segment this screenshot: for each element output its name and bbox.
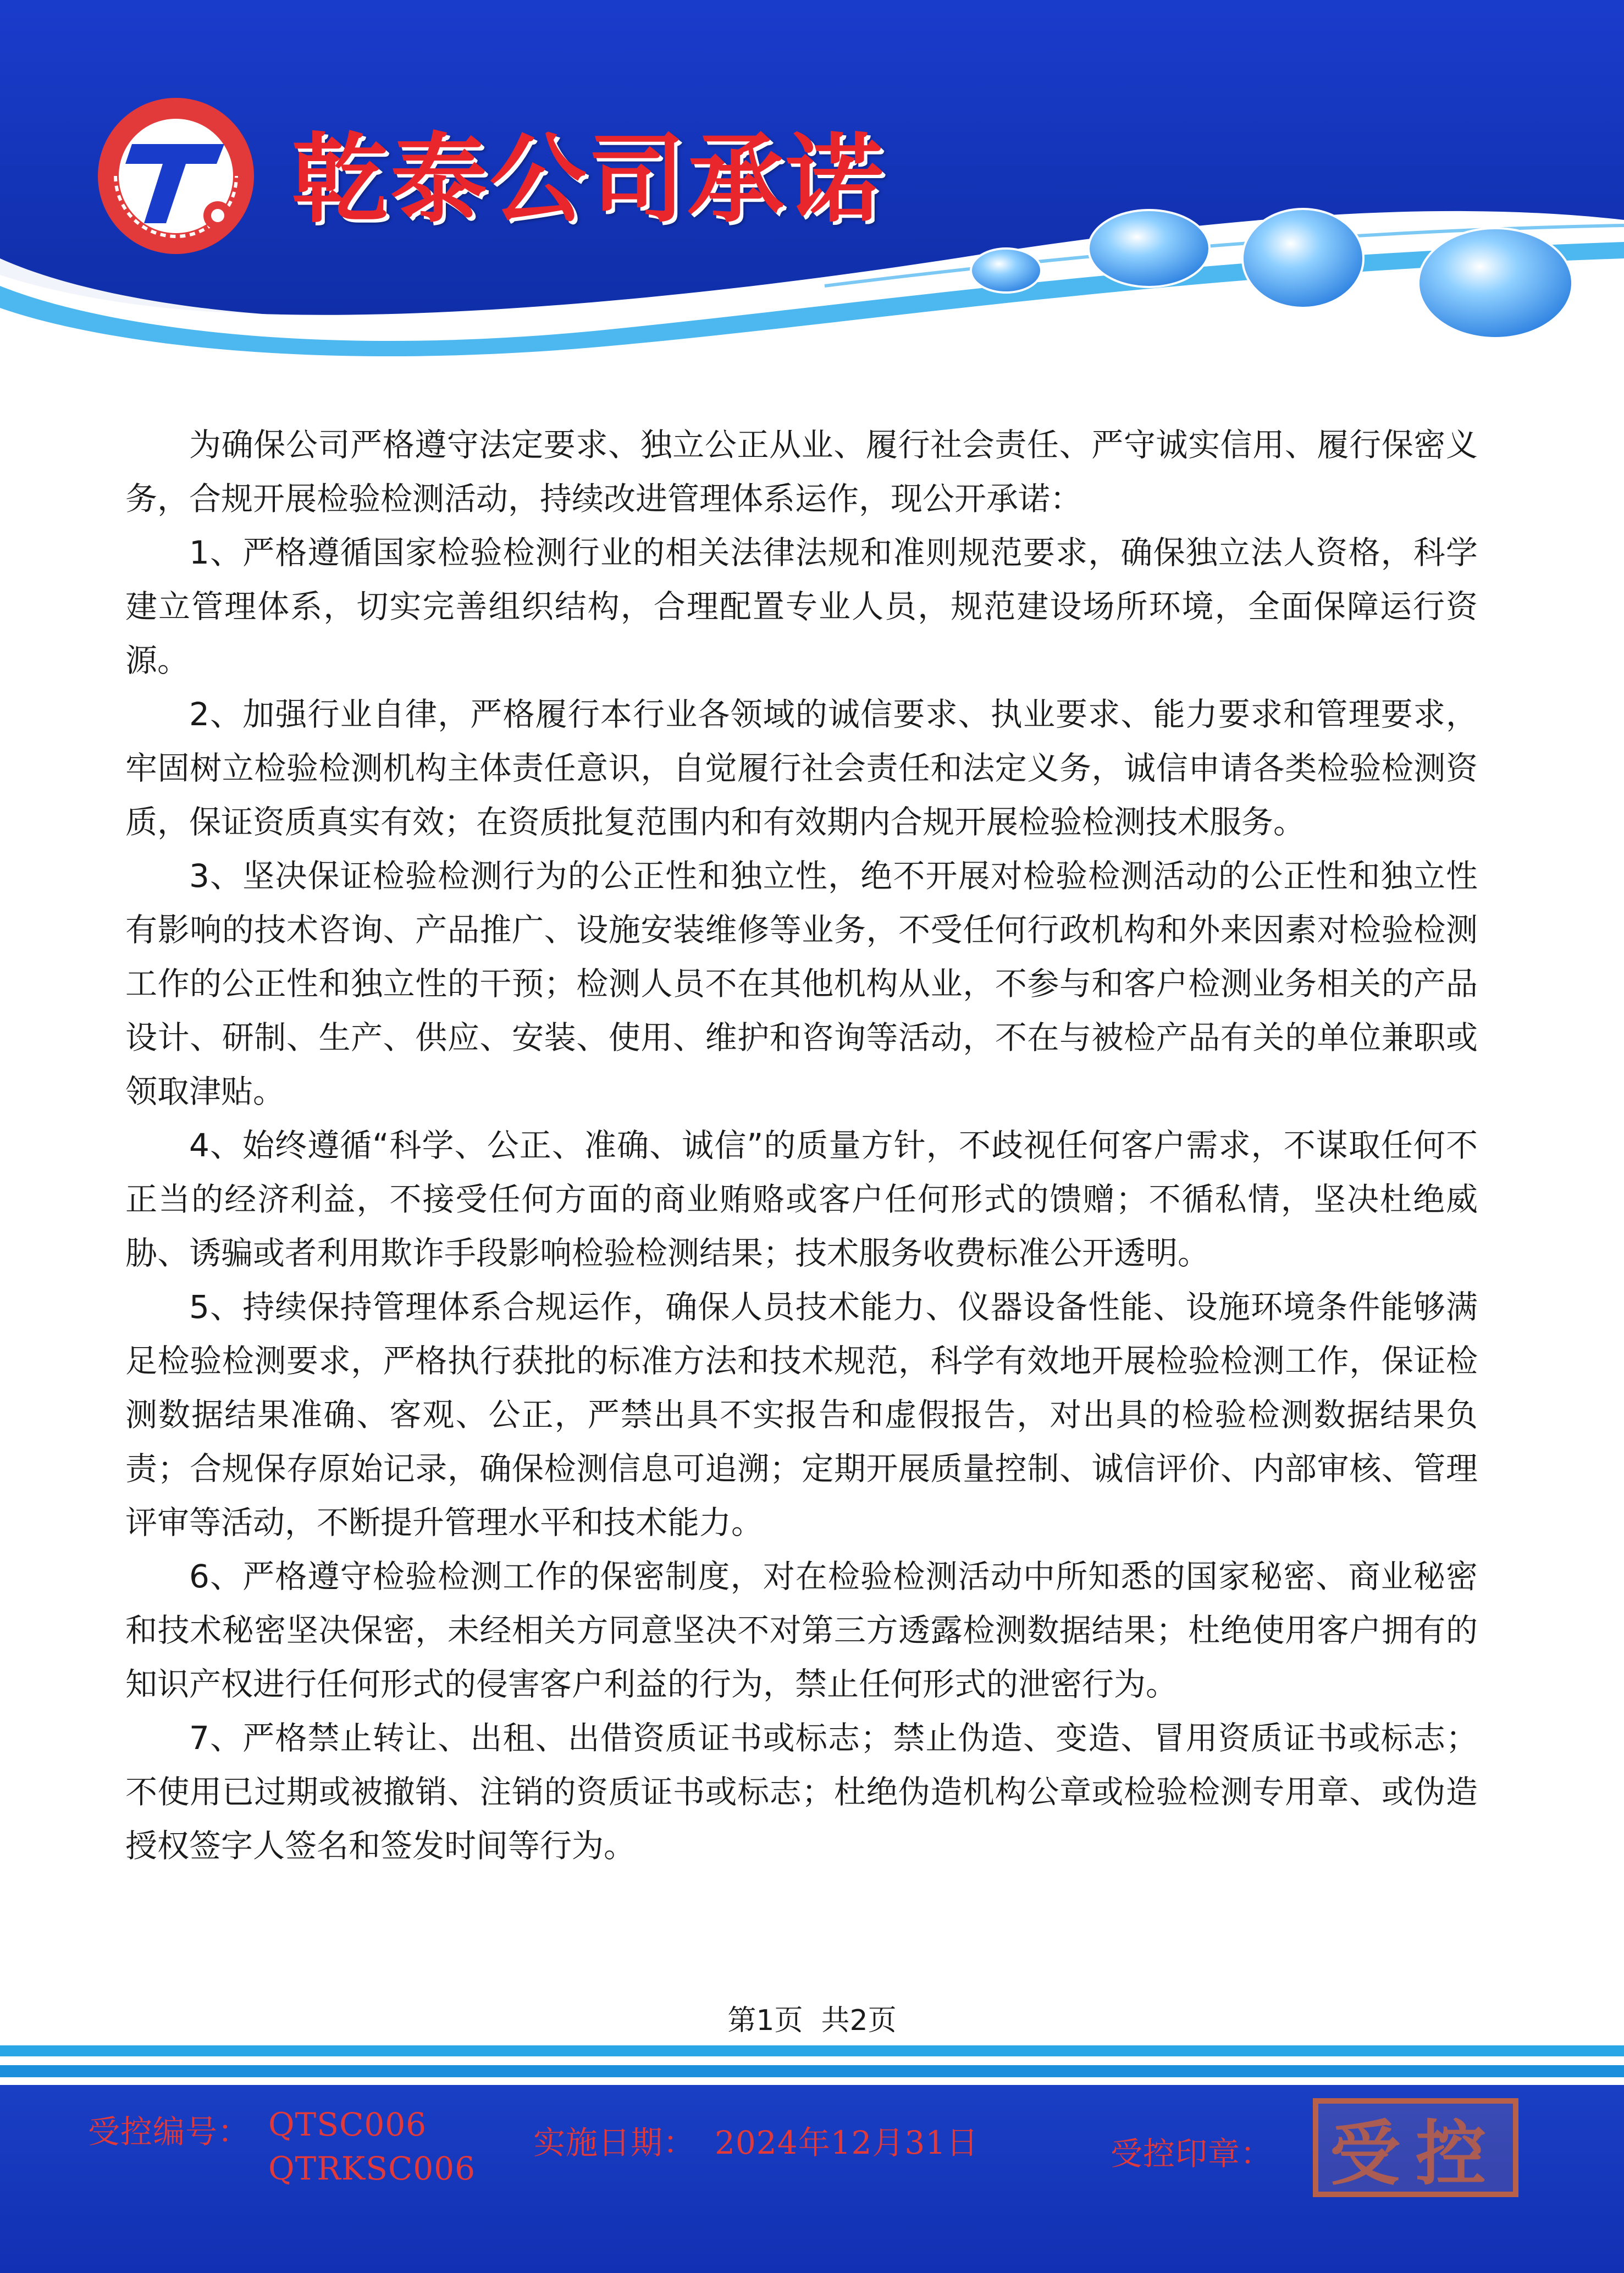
intro-paragraph: 为确保公司严格遵守法定要求、独立公正从业、履行社会责任、严守诚实信用、履行保密义务，合规开展检验检测活动，持续改进管理体系运作，现公开承诺： xyxy=(125,426,1478,517)
commitment-item-5: 5、持续保持管理体系合规运作，确保人员技术能力、仪器设备性能、设施环境条件能够满足检验检测要求，严格执行获批的标准方法和技术规范，科学有效地开展检验检测工作，保证检测数据结果准确、客观、公正，严禁出具不实报告和虚假报告，对出具的检验检测数据结果负责；合规保存原始记录，确保检测信息可追溯；定期开展质量控制、诚信评价、内部审核、管理评审等活动，不断提升管理水平和技术能力。 xyxy=(125,1288,1478,1541)
implementation-date: 2024年12月31日 xyxy=(715,2124,979,2161)
bubble-1 xyxy=(971,249,1041,293)
commitment-item-2: 2、加强行业自律，严格履行本行业各领域的诚信要求、执业要求、能力要求和管理要求，牢固树立检验检测机构主体责任意识，自觉履行社会责任和法定义务，诚信申请各类检验检测资质，保证资质真实有效；在资质批复范围内和有效期内合规开展检验检测技术服务。 xyxy=(125,696,1478,841)
bubble-4 xyxy=(1418,228,1572,338)
control-number-label: 受控编号： xyxy=(88,2113,251,2150)
footer-bar xyxy=(0,2045,1624,2273)
page-title: 乾泰公司承诺 xyxy=(291,122,886,236)
control-number-2: QTRKSC006 xyxy=(268,2150,476,2187)
footer-stripe xyxy=(0,2077,1624,2085)
control-seal-stamp xyxy=(1313,2098,1518,2197)
bubble-2 xyxy=(1089,210,1209,287)
qiantai-logo-icon xyxy=(93,93,258,258)
control-seal-text: 受控 xyxy=(1329,2112,1501,2195)
page-indicator: 第1页 共2页 xyxy=(727,2004,897,2037)
commitment-item-1: 1、严格遵循国家检验检测行业的相关法律法规和准则规范要求，确保独立法人资格，科学建立管理体系，切实完善组织结构，合理配置专业人员，规范建设场所环境，全面保障运行资源。 xyxy=(125,534,1478,679)
control-number-1: QTSC006 xyxy=(268,2106,427,2143)
commitment-body xyxy=(125,418,1478,1873)
control-seal-label: 受控印章： xyxy=(1111,2135,1273,2172)
commitment-item-6: 6、严格遵守检验检测工作的保密制度，对在检验检测活动中所知悉的国家秘密、商业秘密和技术秘密坚决保密，未经相关方同意坚决不对第三方透露检测数据结果；杜绝使用客户拥有的知识产权进行任何形式的侵害客户利益的行为，禁止任何形式的泄密行为。 xyxy=(125,1558,1478,1703)
commitment-item-4: 4、始终遵循“科学、公正、准确、诚信”的质量方针，不歧视任何客户需求，不谋取任何不正当的经济利益，不接受任何方面的商业贿赂或客户任何形式的馈赠；不循私情，坚决杜绝威胁、诱骗或者利用欺诈手段影响检验检测结果；技术服务收费标准公开透明。 xyxy=(125,1127,1478,1272)
implementation-date-label: 实施日期： xyxy=(533,2124,696,2161)
bubble-3 xyxy=(1242,209,1363,308)
commitment-item-3: 3、坚决保证检验检测行为的公正性和独立性，绝不开展对检验检测活动的公正性和独立性有影响的技术咨询、产品推广、设施安装维修等业务，不受任何行政机构和外来因素对检验检测工作的公正性和独立性的干预；检测人员不在其他机构从业，不参与和客户检测业务相关的产品设计、研制、生产、供应、安装、使用、维护和咨询等活动，不在与被检产品有关的单位兼职或领取津贴。 xyxy=(125,857,1478,1110)
header-banner xyxy=(0,0,1624,385)
footer-stripe xyxy=(0,2065,1624,2077)
footer-stripe xyxy=(0,2045,1624,2056)
footer-stripe xyxy=(0,2056,1624,2065)
commitment-item-7: 7、严格禁止转让、出租、出借资质证书或标志；禁止伪造、变造、冒用资质证书或标志；不使用已过期或被撤销、注销的资质证书或标志；杜绝伪造机构公章或检验检测专用章、或伪造授权签字人签名和签发时间等行为。 xyxy=(125,1719,1478,1864)
